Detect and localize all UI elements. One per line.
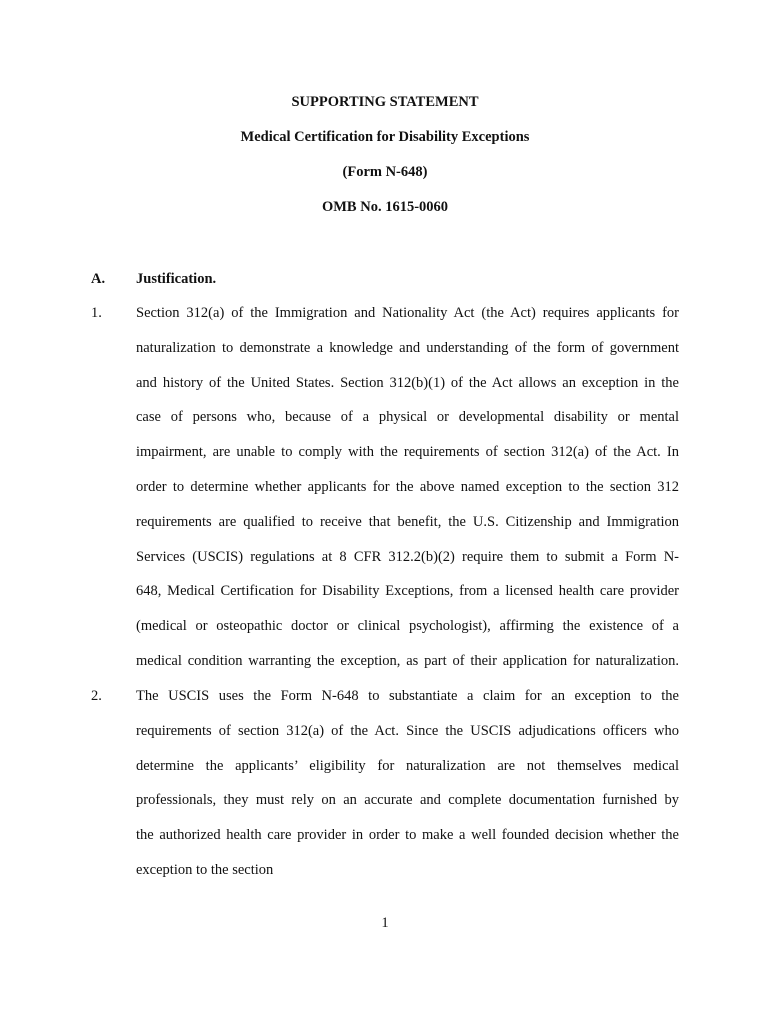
paragraph-line: Section 312(a) of the Immigration and Nationality Act (the Act) requires applicants for xyxy=(136,305,679,321)
paragraph-line: impairment, are unable to comply with the requirements of section 312(a) of the Act. In xyxy=(136,444,679,461)
list-item-body xyxy=(136,296,679,679)
list-item-body xyxy=(136,679,679,888)
section-marker: A. xyxy=(91,271,106,287)
paragraph-line: requirements of section 312(a) of the Act. Since the USCIS adjudications officers who xyxy=(136,722,679,739)
paragraph-line: naturalization to demonstrate a knowledge and understanding of the form of government xyxy=(136,339,679,356)
section-heading-text: Justification. xyxy=(136,271,217,287)
paragraph-line: (medical or osteopathic doctor or clinical psychologist), affirming the existence of a xyxy=(136,618,679,635)
paragraph-line: determine the applicants’ eligibility for naturalization are not themselves medical xyxy=(136,757,679,774)
paragraph-line: 648, Medical Certification for Disability Exceptions, from a licensed health care provider xyxy=(136,583,679,600)
paragraph-line: and history of the United States. Section 312(b)(1) of the Act allows an exception in the xyxy=(136,374,679,391)
form-number: (Form N-648) xyxy=(342,164,428,180)
paragraph-line: the authorized health care provider in order to make a well founded decision whether the xyxy=(136,827,679,844)
paragraph-line: order to determine whether applicants for the above named exception to the section 312 xyxy=(136,478,679,495)
paragraph-line: exception to the section xyxy=(136,861,274,878)
omb-number: OMB No. 1615-0060 xyxy=(321,199,449,215)
paragraph-line: medical condition warranting the exception, as part of their application for naturalization. xyxy=(136,652,679,669)
paragraph-line: Services (USCIS) regulations at 8 CFR 312.2(b)(2) require them to submit a Form N- xyxy=(136,548,679,565)
section-heading xyxy=(91,270,691,288)
paragraph-line: requirements are qualified to receive that benefit, the U.S. Citizenship and Immigration xyxy=(136,513,679,530)
paragraph-line: professionals, they must rely on an accurate and complete documentation furnished by xyxy=(136,792,679,809)
document-title: SUPPORTING STATEMENT xyxy=(291,94,479,110)
list-item-number: 1. xyxy=(91,305,102,321)
paragraph-line: case of persons who, because of a physical or developmental disability or mental xyxy=(136,409,679,426)
paragraph-line: The USCIS uses the Form N-648 to substantiate a claim for an exception to the xyxy=(136,688,679,704)
page-number: 1 xyxy=(381,915,389,931)
document-subtitle: Medical Certification for Disability Exceptions xyxy=(240,129,530,145)
list-item-number: 2. xyxy=(91,688,102,704)
